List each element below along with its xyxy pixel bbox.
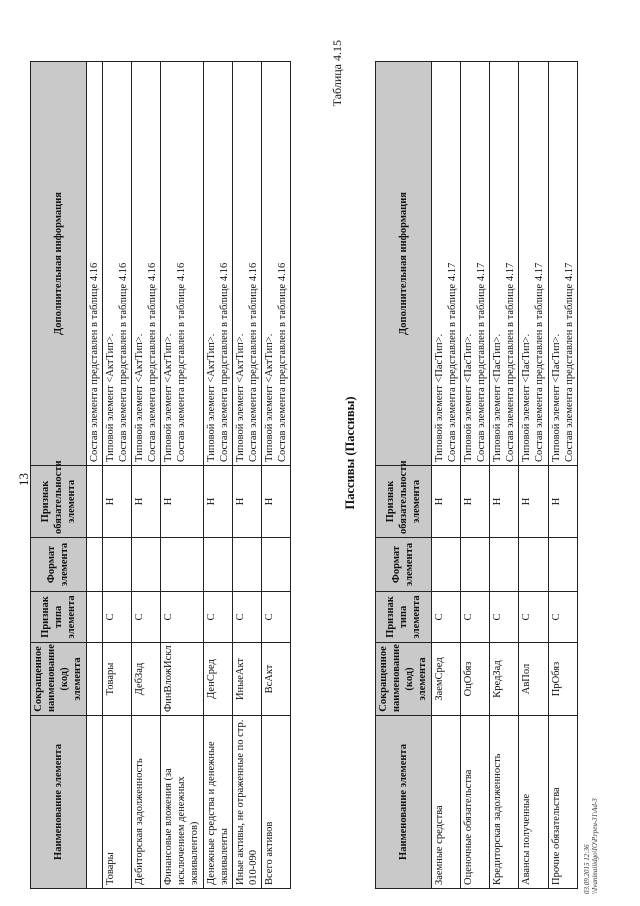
table-row (161, 62, 203, 889)
table-cell (86, 466, 102, 538)
table-cell: С (161, 592, 203, 643)
table-cell: Н (161, 466, 203, 538)
table-cell: АвПол (519, 643, 548, 716)
table-cell: ВсАкт (262, 643, 291, 716)
table-cell: ФинВложИскл (161, 643, 203, 716)
file-stamp: 03.09.2015 12:36 \\Ivaninaiiidgo\IO\P.rpeu-31\Ad-3 (583, 798, 600, 894)
table-cell: Типовой элемент <ПасТип>. Состав элемента представлен в таблице 4.17 (431, 62, 460, 466)
table-cell (232, 538, 261, 592)
header-cell: Формат элемента (31, 538, 87, 592)
header-cell: Формат элемента (376, 538, 432, 592)
table-cell: ДебЗад (131, 643, 160, 716)
table-cell: ПрОбяз (548, 643, 577, 716)
table-cell: ИныеАкт (232, 643, 261, 716)
table-cell: Н (431, 466, 460, 538)
table-cell: Финансовые вложения (за исключением денежных эквивалентов) (161, 716, 203, 889)
table-cell (490, 538, 519, 592)
table-row (102, 62, 131, 889)
table-cell: Н (262, 466, 291, 538)
table-cell: Иные активы, не отраженные по стр. 010-090 (232, 716, 261, 889)
table-cell: С (431, 592, 460, 643)
table-row (490, 62, 519, 889)
table-cell: Товары (102, 643, 131, 716)
assets-table (30, 61, 291, 889)
table-cell: Типовой элемент <АктТип>. Состав элемента представлен в таблице 4.16 (262, 62, 291, 466)
table-cell: Дебиторская задолженность (131, 716, 160, 889)
table-cell: Н (548, 466, 577, 538)
table-row (232, 62, 261, 889)
table-cell (161, 538, 203, 592)
table-cell (131, 538, 160, 592)
table-row (548, 62, 577, 889)
table-cell: Кредиторская задолженность (490, 716, 519, 889)
table-cell (548, 538, 577, 592)
header-cell: Дополнительная информация (376, 62, 432, 466)
table-cell: Типовой элемент <АктТип>. Состав элемента представлен в таблице 4.16 (131, 62, 160, 466)
table-cell: Н (490, 466, 519, 538)
header-cell: Дополнительная информация (31, 62, 87, 466)
section-title: Пассивы (Пассивы) (343, 396, 357, 510)
table-cell: Типовой элемент <ПасТип>. Состав элемента представлен в таблице 4.17 (519, 62, 548, 466)
table-label: Таблица 4.15 (330, 40, 344, 107)
table-row (86, 62, 102, 889)
table-cell: Товары (102, 716, 131, 889)
assets-header-row (31, 62, 87, 889)
table-cell: С (203, 592, 232, 643)
table-cell: ДенСред (203, 643, 232, 716)
table-cell (86, 538, 102, 592)
liabilities-table (375, 61, 578, 889)
page-number: 13 (16, 473, 31, 486)
table-cell: ЗаемСред (431, 643, 460, 716)
table-cell: ОцОбяз (460, 643, 489, 716)
table-cell: Всего активов (262, 716, 291, 889)
table-cell (203, 538, 232, 592)
table-row (431, 62, 460, 889)
table-cell (86, 643, 102, 716)
table-cell (460, 538, 489, 592)
table-cell (86, 592, 102, 643)
table-row (460, 62, 489, 889)
table-cell: Типовой элемент <АктТип>. Состав элемента представлен в таблице 4.16 (102, 62, 131, 466)
table-cell: Заемные средства (431, 716, 460, 889)
table-cell: Н (232, 466, 261, 538)
table-cell: Типовой элемент <ПасТип>. Состав элемента представлен в таблице 4.17 (460, 62, 489, 466)
table-cell: Состав элемента представлен в таблице 4.16 (86, 62, 102, 466)
header-cell: Признак обязательности элемента (31, 466, 87, 538)
table-cell: Н (131, 466, 160, 538)
table-row (519, 62, 548, 889)
table-cell: Н (519, 466, 548, 538)
table-cell: КредЗад (490, 643, 519, 716)
header-cell: Признак типа элемента (376, 592, 432, 643)
table-cell: Типовой элемент <АктТип>. Состав элемента представлен в таблице 4.16 (203, 62, 232, 466)
table-cell: Оценочные обязательства (460, 716, 489, 889)
table-cell: С (548, 592, 577, 643)
table-cell: С (102, 592, 131, 643)
table-cell (102, 538, 131, 592)
table-cell (86, 716, 102, 889)
header-cell: Сокращенное наименование (код) элемента (376, 643, 432, 716)
liabilities-header-row (376, 62, 432, 889)
header-cell: Наименование элемента (376, 716, 432, 889)
table-row (131, 62, 160, 889)
table-cell: Типовой элемент <ПасТип>. Состав элемента представлен в таблице 4.17 (490, 62, 519, 466)
table-cell: Прочие обязательства (548, 716, 577, 889)
table-cell: Типовой элемент <АктТип>. Состав элемента представлен в таблице 4.16 (232, 62, 261, 466)
table-row (262, 62, 291, 889)
table-cell: Авансы полученные (519, 716, 548, 889)
table-cell: С (490, 592, 519, 643)
table-cell: Н (460, 466, 489, 538)
table-cell (519, 538, 548, 592)
table-cell (262, 538, 291, 592)
table-cell: Н (203, 466, 232, 538)
table-cell: Типовой элемент <ПасТип>. Состав элемента представлен в таблице 4.17 (548, 62, 577, 466)
table-cell: С (232, 592, 261, 643)
header-cell: Признак типа элемента (31, 592, 87, 643)
table-cell: С (519, 592, 548, 643)
table-cell: С (262, 592, 291, 643)
table-cell: Денежные средства и денежные эквиваленты (203, 716, 232, 889)
header-cell: Наименование элемента (31, 716, 87, 889)
table-cell (431, 538, 460, 592)
header-cell: Сокращенное наименование (код) элемента (31, 643, 87, 716)
table-row (203, 62, 232, 889)
table-cell: С (131, 592, 160, 643)
table-cell: Н (102, 466, 131, 538)
header-cell: Признак обязательности элемента (376, 466, 432, 538)
table-cell: Типовой элемент <АктТип>. Состав элемента представлен в таблице 4.16 (161, 62, 203, 466)
table-cell: С (460, 592, 489, 643)
